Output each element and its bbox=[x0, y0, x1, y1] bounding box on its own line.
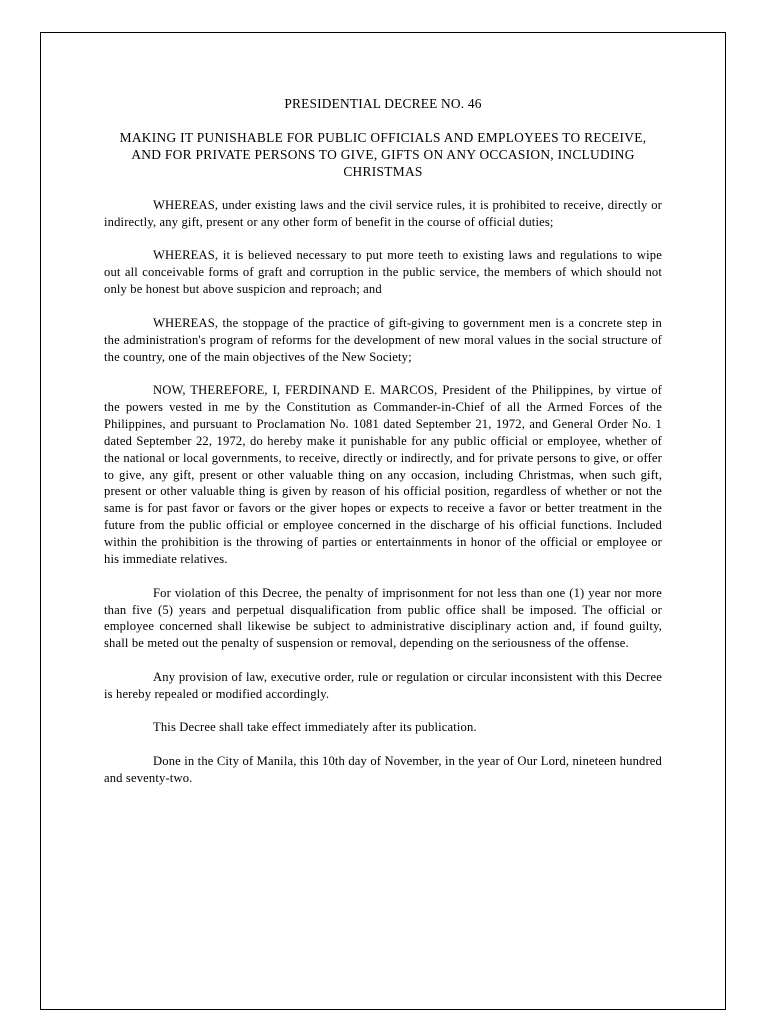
decree-subtitle: MAKING IT PUNISHABLE FOR PUBLIC OFFICIALS AND EMPLOYEES TO RECEIVE, AND FOR PRIVATE PERSONS TO GIVE, GIFTS ON ANY OCCASION, INCLUDING CHRISTMAS bbox=[119, 130, 647, 179]
whereas-paragraph-3: WHEREAS, the stoppage of the practice of gift-giving to government men is a concrete step in the administration's program of reforms for the development of new moral values in the social structure of the country, one of the main objectives of the New Society; bbox=[104, 315, 662, 364]
decree-operative-paragraph: NOW, THEREFORE, I, FERDINAND E. MARCOS, President of the Philippines, by virtue of the powers vested in me by the Constitution as Commander-in-Chief of all the Armed Forces of the Philippines, and pursuant to Proclamation No. 1081 dated September 21, 1972, and General Order No. 1 dated September 22, 1972, do hereby make it punishable for any public official or employee, whether of the national or local governments, to receive, directly or indirectly, and for private persons to give, or offer to give, any gift, present or other valuable thing on any occasion, including Christmas, when such gift, present or other valuable thing is given by reason of his official position, regardless of whether or not the same is for past favor or favors or the giver hopes or expects to receive a favor or better treatment in the future from the public official or employee concerned in the discharge of his official functions. Included within the prohibition is the throwing of parties or entertainments in honor of the official or employee or his immediate relatives. bbox=[104, 383, 662, 567]
done-in-manila-paragraph: Done in the City of Manila, this 10th day of November, in the year of Our Lord, nineteen hundred and seventy-two. bbox=[104, 753, 662, 785]
decree-title: PRESIDENTIAL DECREE NO. 46 bbox=[284, 96, 482, 111]
effectivity-paragraph: This Decree shall take effect immediately after its publication. bbox=[153, 720, 477, 735]
whereas-paragraph-2: WHEREAS, it is believed necessary to put more teeth to existing laws and regulations to wipe out all conceivable forms of graft and corruption in the public service, the members of which should not only be honest but above suspicion and reproach; and bbox=[104, 248, 662, 297]
whereas-paragraph-1: WHEREAS, under existing laws and the civil service rules, it is prohibited to receive, directly or indirectly, any gift, present or any other form of benefit in the course of official duties; bbox=[104, 198, 662, 229]
penalty-paragraph: For violation of this Decree, the penalty of imprisonment for not less than one (1) year nor more than five (5) years and perpetual disqualification from public office shall be imposed. The official or employee concerned shall likewise be subject to administrative disciplinary action and, if found guilty, shall be meted out the penalty of suspension or removal, depending on the seriousness of the offense. bbox=[104, 585, 662, 651]
document-body bbox=[104, 95, 662, 803]
repealing-clause-paragraph: Any provision of law, executive order, rule or regulation or circular inconsistent with this Decree is hereby repealed or modified accordingly. bbox=[104, 669, 662, 701]
